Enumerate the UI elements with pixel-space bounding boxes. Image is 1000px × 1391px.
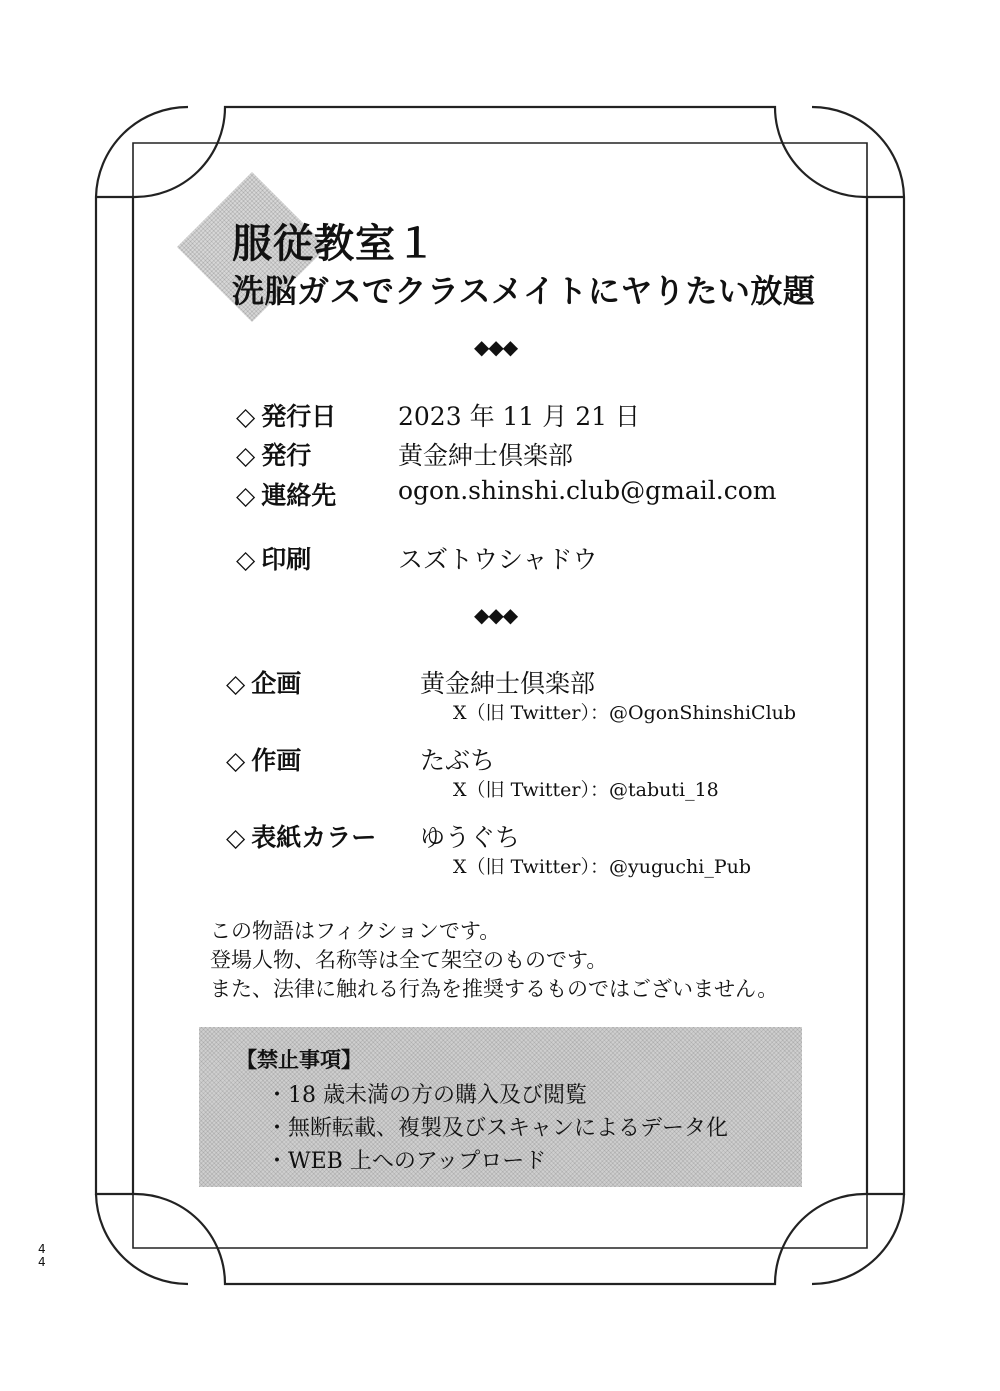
prohibited-title: 【禁止事項】 [236,1047,362,1072]
hollow-diamond-icon: ◇ [236,441,256,470]
credit-name-art: たぶち [420,746,496,775]
info-value-printing: スズトウシャドウ [398,545,598,574]
separator-diamonds: ◆◆◆ [474,335,518,359]
hollow-diamond-icon: ◇ [226,823,246,852]
notice-line: 登場人物、名称等は全て架空のものです。 [210,948,608,972]
notice-line: また、法律に触れる行為を推奨するものではございません。 [210,977,779,1001]
book-title: 服従教室１ [232,220,437,267]
info-value-publisher: 黄金紳士倶楽部 [398,441,574,470]
info-key-publisher: ◇ 発行 [236,441,312,470]
hollow-diamond-icon: ◇ [226,746,246,775]
separator-diamonds: ◆◆◆ [474,603,518,627]
page-number: 44 [38,1242,46,1269]
credit-handle-planning: X（旧 Twitter）：@OgonShinshiClub [453,702,797,724]
credit-role-planning: ◇ 企画 [226,669,302,698]
info-key-date: ◇ 発行日 [236,402,337,431]
credit-role-cover-color: ◇ 表紙カラー [226,823,377,852]
hollow-diamond-icon: ◇ [236,545,256,574]
credit-name-planning: 黄金紳士倶楽部 [420,669,596,698]
credit-name-cover-color: ゆうぐち [420,823,521,852]
hollow-diamond-icon: ◇ [236,481,256,510]
book-subtitle: 洗脳ガスでクラスメイトにヤりたい放題 [232,272,816,310]
notice-line: この物語はフィクションです。 [210,919,501,943]
hollow-diamond-icon: ◇ [226,669,246,698]
info-value-contact-email[interactable]: ogon.shinshi.club@gmail.com [398,476,777,505]
prohibited-item: ・WEB 上へのアップロード [266,1149,547,1174]
info-value-date: 2023 年 11 月 21 日 [398,402,640,431]
info-key-contact: ◇ 連絡先 [236,481,337,510]
credit-handle-cover-color: X（旧 Twitter）：@yuguchi_Pub [453,856,752,878]
info-key-printing: ◇ 印刷 [236,545,312,574]
hollow-diamond-icon: ◇ [236,402,256,431]
prohibited-item: ・18 歳未満の方の購入及び閲覧 [266,1083,587,1108]
credit-handle-art: X（旧 Twitter）：@tabuti_18 [453,779,719,801]
prohibited-item: ・無断転載、複製及びスキャンによるデータ化 [266,1116,729,1141]
credit-role-art: ◇ 作画 [226,746,302,775]
